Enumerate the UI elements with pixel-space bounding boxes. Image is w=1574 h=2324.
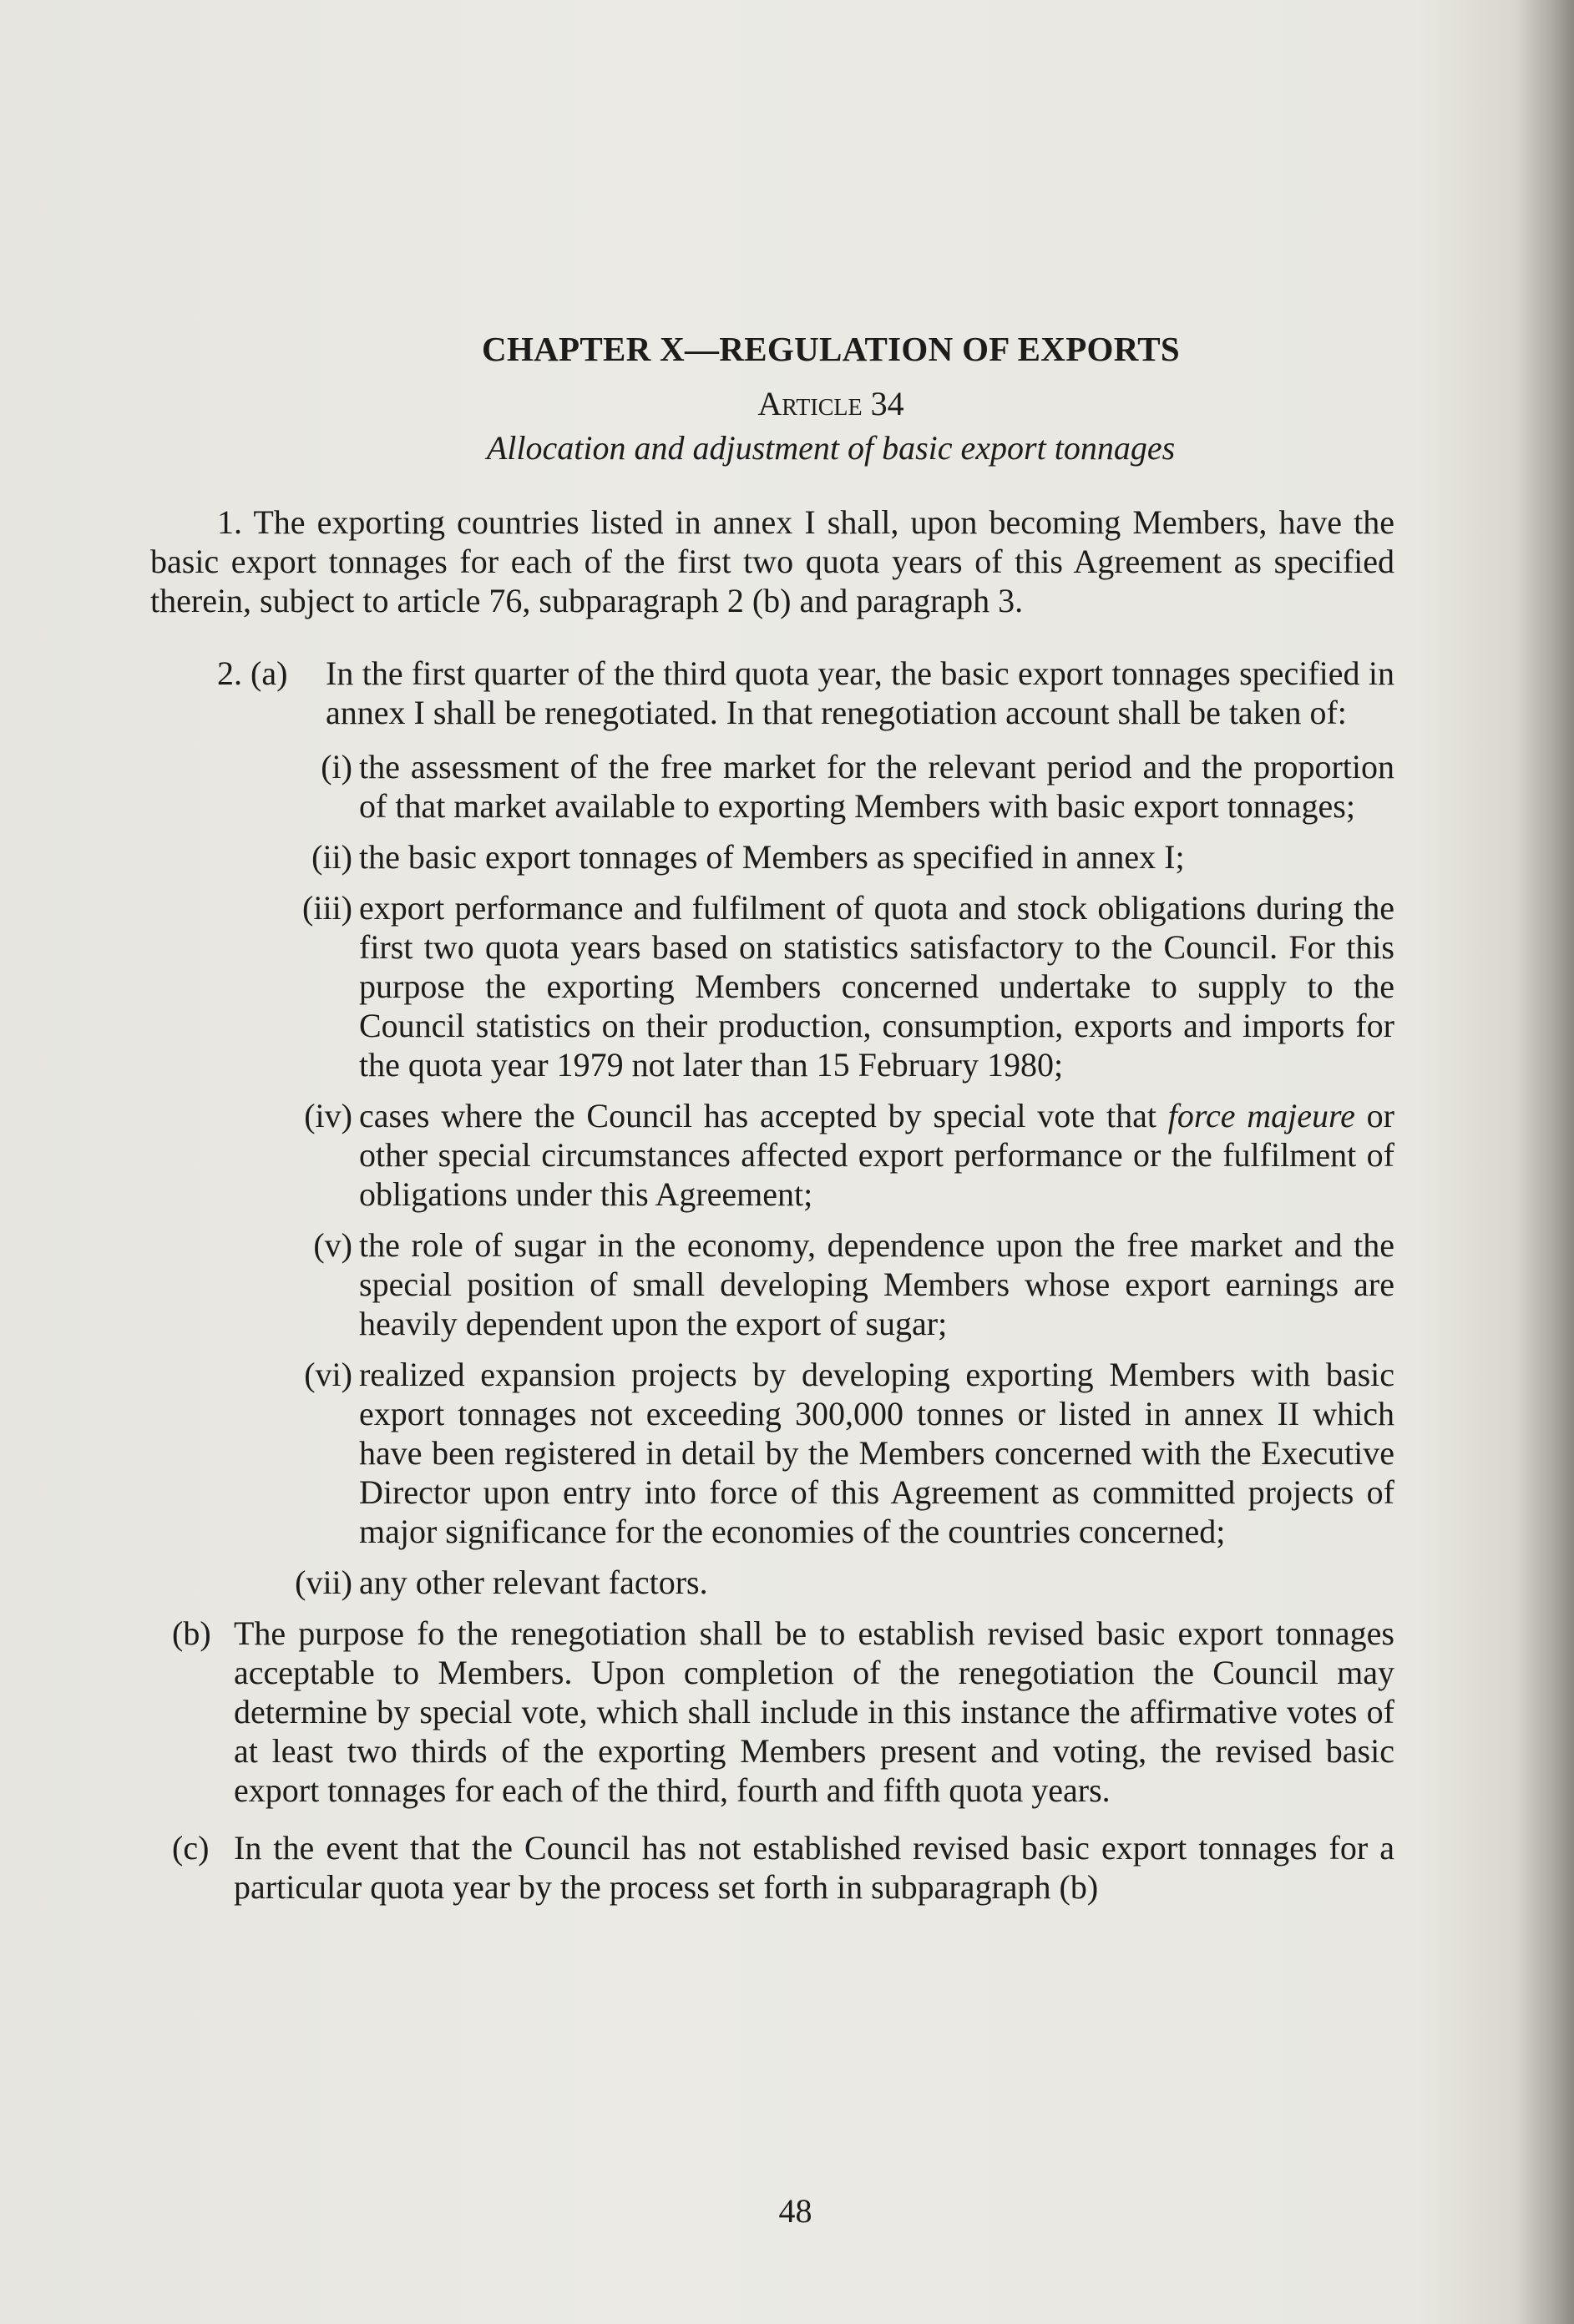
page-content [150,330,1394,1925]
list-item-text: realized expansion projects by developing exporting Members with basic export tonnages not exceeding 300,000 tonnes or listed in annex II which have been registered in detail by the Members concerned with the Executive Director upon entry into force of this Agreement as committed projects of major significance for the economies of the countries concerned; [359,1356,1394,1550]
list-item-text: the assessment of the free market for the relevant period and the proportion of that market available to exporting Members with basic export tonnages; [359,748,1394,825]
list-item-text [359,1097,1394,1213]
list-item-iii [150,888,1394,1084]
list-item-number: (vii) [295,1564,352,1601]
list-item-iv [150,1096,1394,1214]
paragraph-2b-text: The purpose fo the renegotiation shall be to establish revised basic export tonnages acceptable to Members. Upon completion of the renegotiation the Council may determine by special vote, which shall include in this instance the affirmative votes of at least two thirds of the exporting Members present and voting, the revised basic export tonnages for each of the third, fourth and fifth quota years. [234,1614,1394,1809]
page-number: 48 [778,2192,812,2230]
list-item-text-start: cases where the Council has accepted by special vote that [359,1097,1168,1134]
list-item-number: (v) [313,1226,352,1264]
list-item-vi [150,1355,1394,1551]
paragraph-1-text: 1. The exporting countries listed in annex I shall, upon becoming Members, have the basic export tonnages for each of the first two quota years of this Agreement as specified therein, subject to article 76, subparagraph 2 (b) and paragraph 3. [150,503,1394,619]
list-item-number: (i) [321,748,352,786]
list-item-v [150,1225,1394,1343]
paragraph-2c [150,1828,1394,1907]
article-title: Article 34 [757,385,904,422]
list-item-text: export performance and fulfilment of quota and stock obligations during the first two quota years based on statistics satisfactory to the Council. For this purpose the exporting Members concerned undertake to supply to the Council statistics on their production, consumption, exports and imports for the quota year 1979 not later than 15 February 1980; [359,889,1394,1084]
list-item-ii [150,837,1394,877]
list-item-text-end: or other special circumstances affected export performance or the fulfilment of obligations under this Agreement; [359,1097,1394,1213]
list-item-vii [150,1563,1394,1602]
article-subtitle: Allocation and adjustment of basic export tonnages [486,429,1176,467]
list-item-text: the basic export tonnages of Members as specified in annex I; [359,838,1185,876]
paragraph-2a-number: 2. (a) [217,654,288,692]
paragraph-2a [150,654,1394,732]
list-item-text-italic: force majeure [1167,1097,1355,1134]
list-item-number: (iii) [302,889,352,927]
list-item-number: (ii) [311,838,352,876]
paragraph-2c-number: (c) [172,1829,210,1867]
paragraph-1 [150,503,1394,620]
book-spine-shadow [1516,0,1574,2324]
chapter-title: CHAPTER X—REGULATION OF EXPORTS [482,330,1180,368]
paragraph-2a-text: In the first quarter of the third quota year, the basic export tonnages specified in annex I shall be renegotiated. In that renegotiation account shall be taken of: [326,654,1394,731]
list-item-number: (vi) [304,1356,352,1393]
list-item-text: any other relevant factors. [359,1564,708,1601]
list-item-number: (iv) [304,1097,352,1134]
paragraph-2c-text: In the event that the Council has not established revised basic export tonnages for a particular quota year by the process set forth in subparagraph (b) [234,1829,1394,1906]
paragraph-2b-number: (b) [172,1614,211,1652]
paragraph-2b [150,1614,1394,1810]
list-item-i [150,747,1394,826]
list-item-text: the role of sugar in the economy, dependence upon the free market and the special position of small developing Members whose export earnings are heavily dependent upon the export of sugar; [359,1226,1394,1342]
